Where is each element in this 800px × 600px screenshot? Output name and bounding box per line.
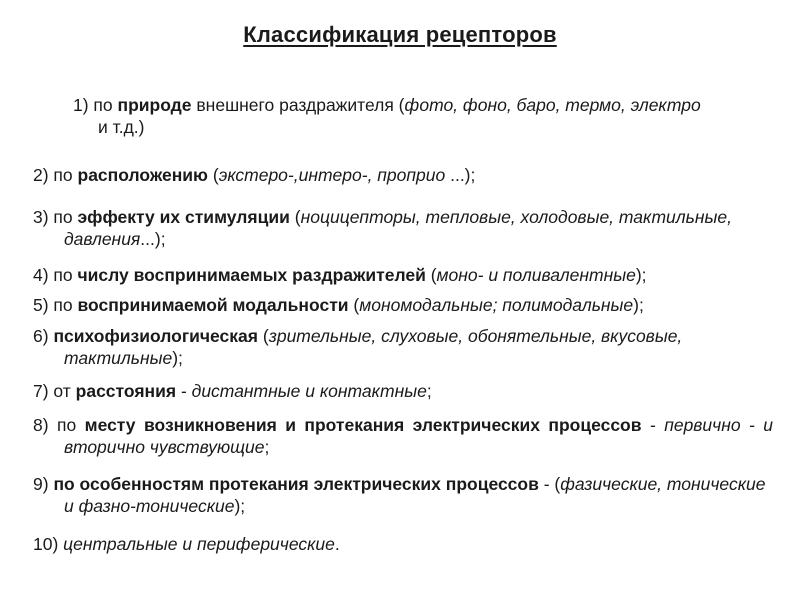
list-item <box>33 414 773 458</box>
item-criterion: по особенностям протекания электрических процессов <box>53 474 539 494</box>
item-text: ( <box>348 295 360 315</box>
item-number: 5) по <box>33 295 78 315</box>
list-item <box>33 533 773 555</box>
list-item <box>33 164 773 186</box>
item-criterion: числу воспринимаемых раздражителей <box>77 265 426 285</box>
item-text: - <box>176 381 192 401</box>
item-number: 8) по <box>33 415 85 435</box>
list-item <box>33 473 773 517</box>
item-examples: фазические, тонические и фазно-тонические <box>64 474 766 516</box>
item-examples: ноцицепторы, тепловые, холодовые, тактильные, давления <box>64 207 732 249</box>
item-text-end: и т.д.) <box>98 117 145 137</box>
item-text: - ( <box>538 474 561 494</box>
item-text: ( <box>208 165 219 185</box>
item-number: 10) <box>33 534 64 554</box>
item-examples: моно- и поливалентные <box>436 265 636 285</box>
item-criterion: воспринимаемой модальности <box>77 295 349 315</box>
list-item <box>33 380 773 402</box>
item-criterion: месту возникновения и протекания электрических процессов <box>84 415 642 435</box>
list-item <box>33 264 773 286</box>
list-item <box>33 206 773 250</box>
item-number: 4) по <box>33 265 78 285</box>
item-number: 1) по <box>73 95 118 115</box>
item-criterion: психофизиологическая <box>53 326 258 346</box>
item-examples: дистантные и контактные <box>191 381 427 401</box>
item-text: ( <box>425 265 437 285</box>
item-examples: мономодальные; полимодальные <box>359 295 634 315</box>
item-text-end: . <box>334 534 340 554</box>
item-number: 9) <box>33 474 54 494</box>
list-item <box>33 325 773 369</box>
slide-title: Классификация рецепторов <box>243 22 557 47</box>
item-text: ( <box>289 207 301 227</box>
item-criterion: расстояния <box>75 381 177 401</box>
item-text-end: ); <box>172 348 183 368</box>
item-text: внешнего раздражителя ( <box>191 95 405 115</box>
item-number: 7) от <box>33 381 76 401</box>
item-examples: экстеро-,интеро-, проприо <box>218 165 446 185</box>
list-item <box>73 94 703 138</box>
item-examples: зрительные, слуховые, обонятельные, вкусовые, тактильные <box>64 326 683 368</box>
item-number: 3) по <box>33 207 78 227</box>
item-text: - <box>641 415 665 435</box>
item-criterion: природе <box>117 95 192 115</box>
item-examples: центральные и периферические <box>63 534 335 554</box>
list-item <box>33 294 773 316</box>
item-text-end: ); <box>633 295 644 315</box>
item-text-end: ...); <box>445 165 476 185</box>
item-examples: первично - и вторично чувствующие <box>64 415 773 457</box>
item-number: 2) по <box>33 165 78 185</box>
item-criterion: эффекту их стимуляции <box>77 207 290 227</box>
item-text-end: ); <box>234 496 246 516</box>
item-text: ( <box>258 326 269 346</box>
item-text-end: ); <box>635 265 647 285</box>
item-number: 6) <box>33 326 54 346</box>
item-text-end: ; <box>264 437 270 457</box>
item-text-end: ; <box>426 381 432 401</box>
item-examples: фото, фоно, баро, термо, электро <box>404 95 701 115</box>
item-text-end: ...); <box>140 229 166 249</box>
item-criterion: расположению <box>77 165 209 185</box>
